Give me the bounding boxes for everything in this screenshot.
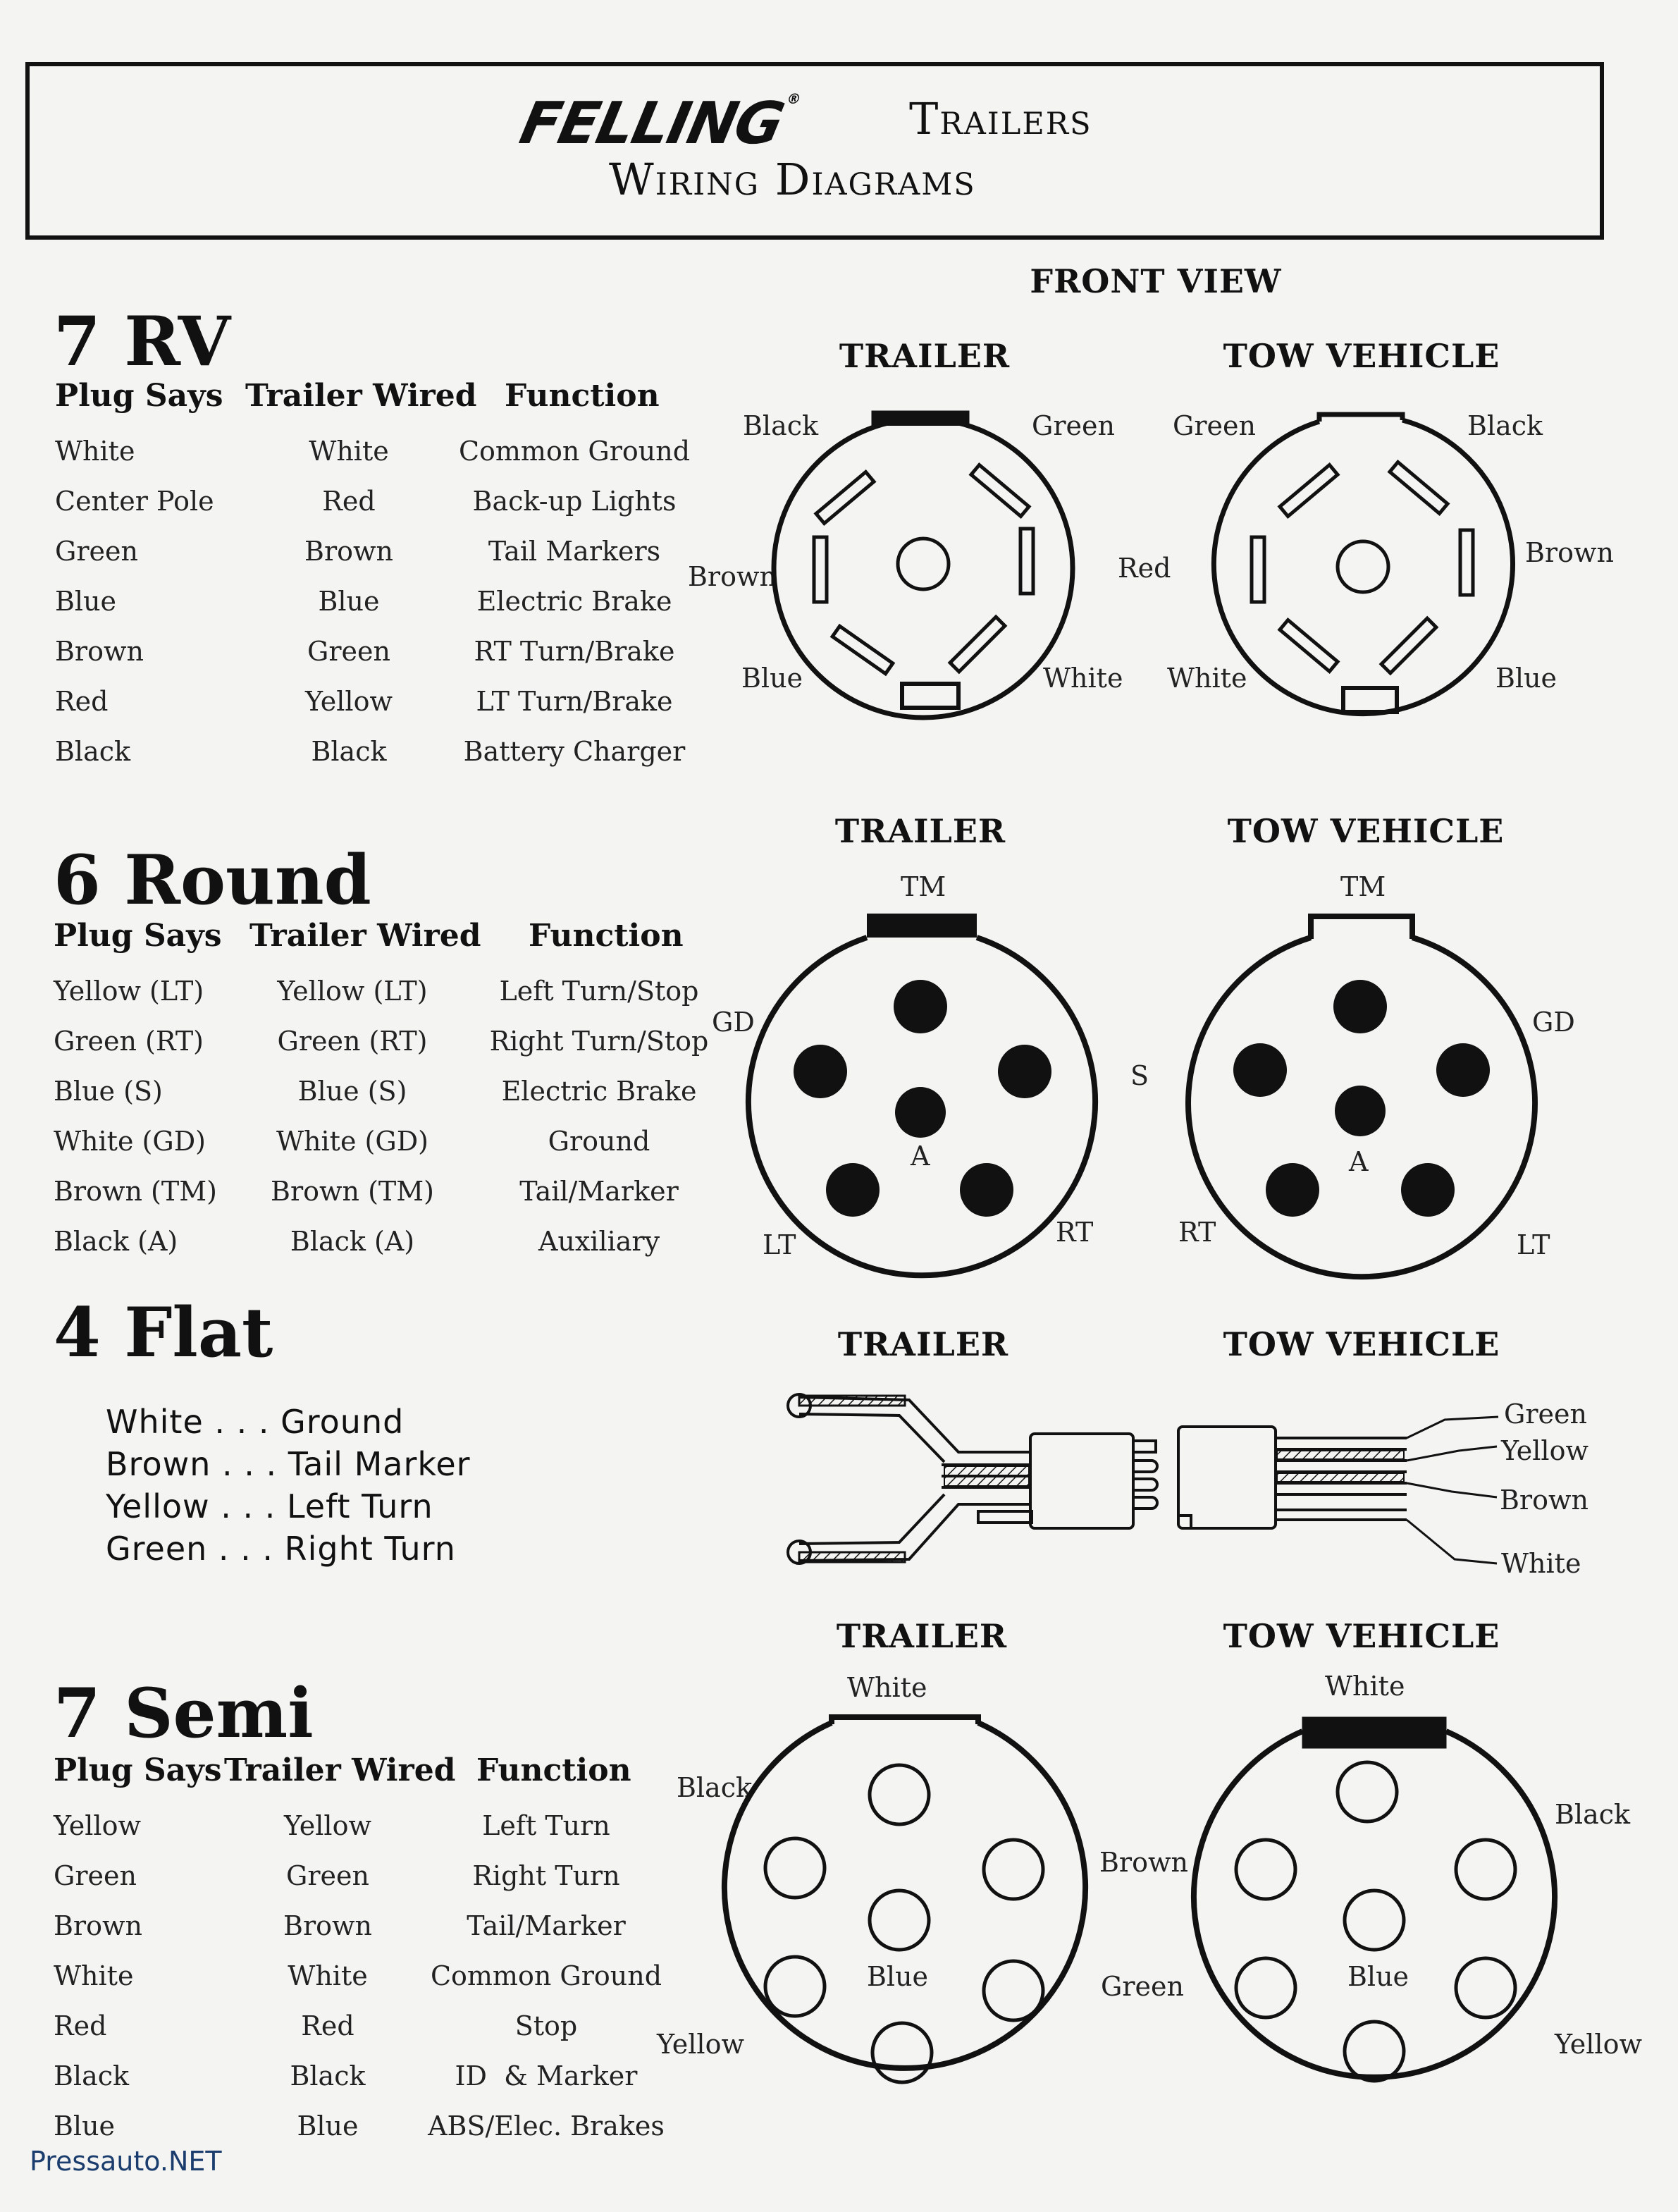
pin-label: TM [1340, 871, 1386, 902]
table-cell: Red [301, 2010, 354, 2041]
wire-label: Brown [1500, 1485, 1588, 1516]
pin-label: Brown [1099, 1847, 1188, 1878]
rv7-tow-plug [1214, 414, 1512, 714]
pin-label: Black [743, 410, 819, 441]
pin-label: LT [1517, 1229, 1550, 1260]
table-cell: Common Ground [430, 1960, 662, 1991]
table-cell: Blue (S) [297, 1076, 407, 1107]
pin-label: Green [1173, 410, 1256, 441]
table-cell: Blue [318, 586, 380, 617]
semi7-trailer-plug [724, 1717, 1085, 2082]
flat4-tow-head: TOW VEHICLE [1223, 1325, 1500, 1363]
flat4-trailer-head: TRAILER [837, 1325, 1009, 1363]
table-cell: Black [54, 2060, 130, 2091]
title-line-2: Wiring Diagrams [609, 154, 976, 205]
semi7-tow-plug [1194, 1717, 1555, 2081]
front-view-label: FRONT VIEW [1030, 262, 1282, 300]
table-cell: Green (RT) [54, 1026, 204, 1057]
table-cell: Electric Brake [476, 586, 672, 617]
flat4-connectors [788, 1394, 1498, 1563]
table-cell: Red [322, 486, 376, 517]
pin-label: Green [1101, 1971, 1184, 2002]
flat-line: Brown . . . Tail Marker [106, 1445, 471, 1483]
pin-label: Green [1032, 410, 1115, 441]
table-cell: Brown [55, 636, 144, 667]
table-cell: Yellow (LT) [54, 976, 204, 1007]
pin-label: White [1325, 1671, 1405, 1702]
pin-label: Yellow [657, 2029, 744, 2060]
table-cell: Blue [54, 2110, 116, 2142]
table-cell: Green [54, 1860, 137, 1891]
pin-label: Brown [688, 561, 777, 592]
table-cell: Right Turn [472, 1860, 620, 1891]
table-cell: Brown (TM) [54, 1176, 217, 1207]
watermark: Pressauto.NET [30, 2146, 222, 2177]
table-cell: Brown (TM) [271, 1176, 434, 1207]
col-head-function: Function [505, 378, 660, 414]
col-head-function: Function [476, 1752, 631, 1788]
col-head-function: Function [529, 918, 684, 954]
round6-trailer-plug [748, 914, 1095, 1275]
section-title-6round: 6 Round [54, 840, 371, 920]
table-cell: White [55, 436, 135, 467]
table-cell: Yellow (LT) [277, 976, 428, 1007]
table-cell: Red [54, 2010, 107, 2041]
pin-label: Blue [1495, 663, 1557, 694]
pin-label: GD [1532, 1007, 1575, 1038]
table-cell: ID & Marker [455, 2060, 638, 2091]
flat-line: Yellow . . . Left Turn [106, 1487, 433, 1525]
semi7-tow-head: TOW VEHICLE [1223, 1617, 1500, 1655]
table-cell: Black [55, 736, 131, 767]
pin-label: Blue [1347, 1961, 1409, 1992]
brand-logo: FELLING® [514, 90, 802, 157]
table-cell: Ground [548, 1126, 650, 1157]
table-cell: Right Turn/Stop [489, 1026, 709, 1057]
table-cell: White [54, 1960, 134, 1991]
table-cell: White (GD) [276, 1126, 428, 1157]
pin-label: White [1167, 663, 1247, 694]
table-cell: Tail/Marker [467, 1910, 626, 1941]
flat-line: White . . . Ground [106, 1403, 405, 1441]
pin-label: White [847, 1672, 927, 1703]
table-cell: Black (A) [290, 1226, 415, 1257]
table-cell: Green [286, 1860, 369, 1891]
table-cell: Blue [297, 2110, 359, 2142]
table-cell: Common Ground [458, 436, 691, 467]
col-head-plug: Plug Says [55, 378, 223, 414]
table-cell: Auxiliary [538, 1226, 660, 1257]
col-head-plug: Plug Says [54, 1752, 222, 1788]
pin-label: Brown [1525, 537, 1614, 568]
rv7-tow-head: TOW VEHICLE [1223, 337, 1500, 375]
pin-label: LT [763, 1229, 796, 1260]
pin-label: White [1043, 663, 1123, 694]
table-cell: Brown [283, 1910, 372, 1941]
table-cell: Green [307, 636, 390, 667]
col-head-trailer: Trailer Wired [224, 1752, 456, 1788]
section-title-4flat: 4 Flat [54, 1293, 273, 1372]
pin-label: A [1349, 1146, 1369, 1177]
table-cell: Blue (S) [54, 1076, 163, 1107]
table-cell: Brown [54, 1910, 142, 1941]
round6-trailer-head: TRAILER [834, 812, 1006, 850]
table-cell: Electric Brake [501, 1076, 697, 1107]
pin-label: Black [1467, 410, 1543, 441]
table-cell: Black [311, 736, 387, 767]
table-cell: Yellow [284, 1810, 371, 1841]
table-cell: Tail Markers [488, 536, 661, 567]
pin-label: TM [901, 871, 946, 902]
flat-line: Green . . . Right Turn [106, 1530, 456, 1568]
table-cell: ABS/Elec. Brakes [428, 2110, 665, 2142]
table-cell: Green [55, 536, 138, 567]
table-cell: LT Turn/Brake [476, 686, 673, 717]
pin-label: A [911, 1141, 930, 1172]
rv7-trailer-head: TRAILER [839, 337, 1011, 375]
table-cell: Center Pole [55, 486, 214, 517]
pin-label: Black [677, 1772, 753, 1803]
pin-label: RT [1178, 1217, 1216, 1248]
title-line-1: Trailers [909, 93, 1092, 145]
rv7-trailer-plug [774, 413, 1073, 718]
semi7-trailer-head: TRAILER [836, 1617, 1008, 1655]
table-cell: Black [290, 2060, 366, 2091]
table-cell: White [288, 1960, 368, 1991]
table-cell: Tail/Marker [519, 1176, 679, 1207]
table-cell: Red [55, 686, 109, 717]
col-head-trailer: Trailer Wired [249, 918, 481, 954]
table-cell: White (GD) [54, 1126, 206, 1157]
table-cell: Green (RT) [277, 1026, 428, 1057]
pin-label: S [1130, 1060, 1149, 1091]
pin-label: Black [1555, 1799, 1631, 1830]
table-cell: Left Turn/Stop [499, 976, 699, 1007]
table-cell: White [309, 436, 389, 467]
table-cell: Left Turn [482, 1810, 610, 1841]
pin-label: Blue [867, 1961, 929, 1992]
pin-label: RT [1056, 1217, 1094, 1248]
table-cell: Blue [55, 586, 117, 617]
table-cell: Battery Charger [463, 736, 686, 767]
table-cell: Yellow [305, 686, 393, 717]
round6-tow-plug [1188, 916, 1535, 1277]
table-cell: Brown [304, 536, 393, 567]
table-cell: Back-up Lights [472, 486, 677, 517]
pin-label: GD [712, 1007, 755, 1038]
section-title-7rv: 7 RV [54, 302, 231, 381]
wire-label: Yellow [1501, 1435, 1588, 1466]
pin-label: Blue [741, 663, 803, 694]
pin-label: Yellow [1555, 2029, 1642, 2060]
col-head-trailer: Trailer Wired [245, 378, 477, 414]
pin-label: Red [1118, 553, 1171, 584]
table-cell: Stop [514, 2010, 578, 2041]
table-cell: RT Turn/Brake [474, 636, 675, 667]
round6-tow-head: TOW VEHICLE [1227, 812, 1505, 850]
col-head-plug: Plug Says [54, 918, 222, 954]
section-title-7semi: 7 Semi [54, 1673, 314, 1753]
table-cell: Yellow [54, 1810, 141, 1841]
wire-label: White [1501, 1548, 1581, 1579]
table-cell: Black (A) [54, 1226, 178, 1257]
wire-label: Green [1504, 1399, 1587, 1430]
